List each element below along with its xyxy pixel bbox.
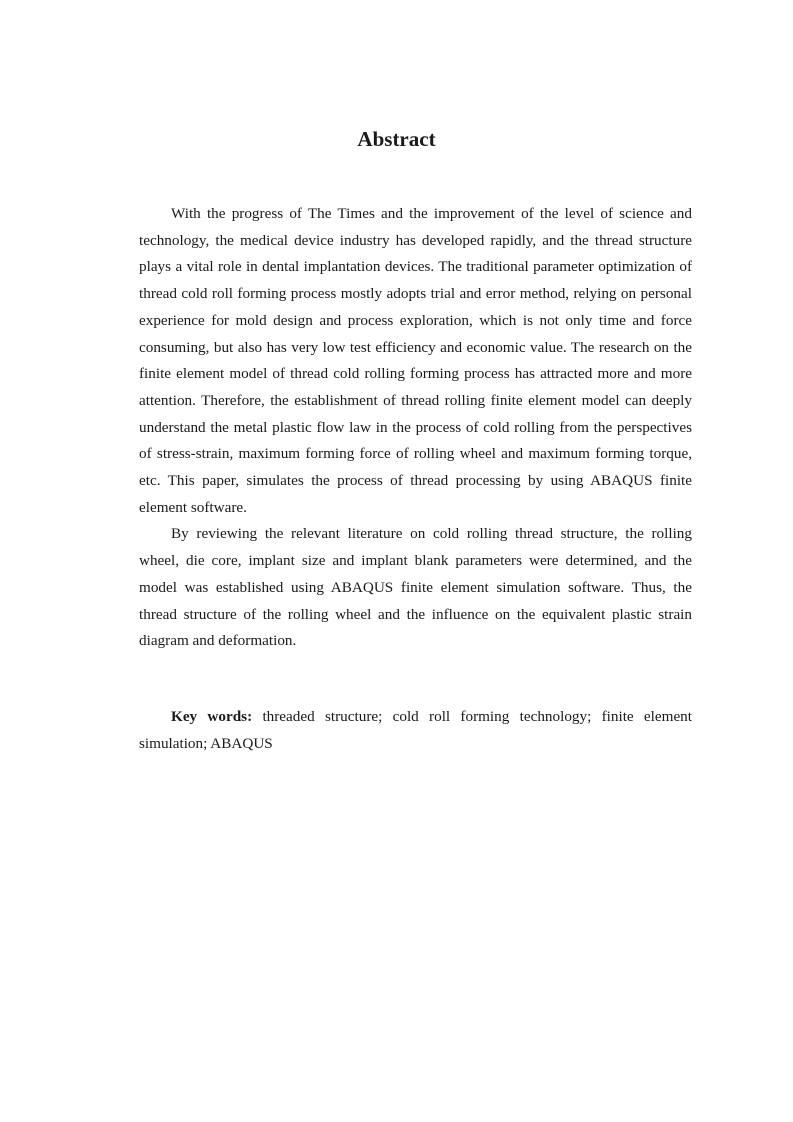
- abstract-title: Abstract: [357, 127, 436, 151]
- abstract-paragraph-2: By reviewing the relevant literature on cold rolling thread structure, the rolling wheel, die core, implant size and implant blank parameters were determined, and the model was established using ABAQUS finite element simulation software. Thus, the thread structure of the rolling wheel and the influence on the equivalent plastic strain diagram and deformation.: [139, 525, 692, 650]
- keywords-label: Key words:: [171, 708, 253, 725]
- abstract-body: [139, 201, 692, 655]
- abstract-paragraph-1: With the progress of The Times and the improvement of the level of science and technology, the medical device industry has developed rapidly, and the thread structure plays a vital role in dental implantation devices. The traditional parameter optimization of thread cold roll forming process mostly adopts trial and error method, relying on personal experience for mold design and process exploration, which is not only time and force consuming, but also has very low test efficiency and economic value. The research on the finite element model of thread cold rolling forming process has attracted more and more attention. Therefore, the establishment of thread rolling finite element model can deeply understand the metal plastic flow law in the process of cold rolling from the perspectives of stress-strain, maximum forming force of rolling wheel and maximum forming torque, etc. This paper, simulates the process of thread processing by using ABAQUS finite element software.: [139, 205, 692, 516]
- keywords-line: [139, 704, 692, 757]
- keywords-text: threaded structure; cold roll forming technology; finite element simulation; ABAQUS: [139, 708, 692, 752]
